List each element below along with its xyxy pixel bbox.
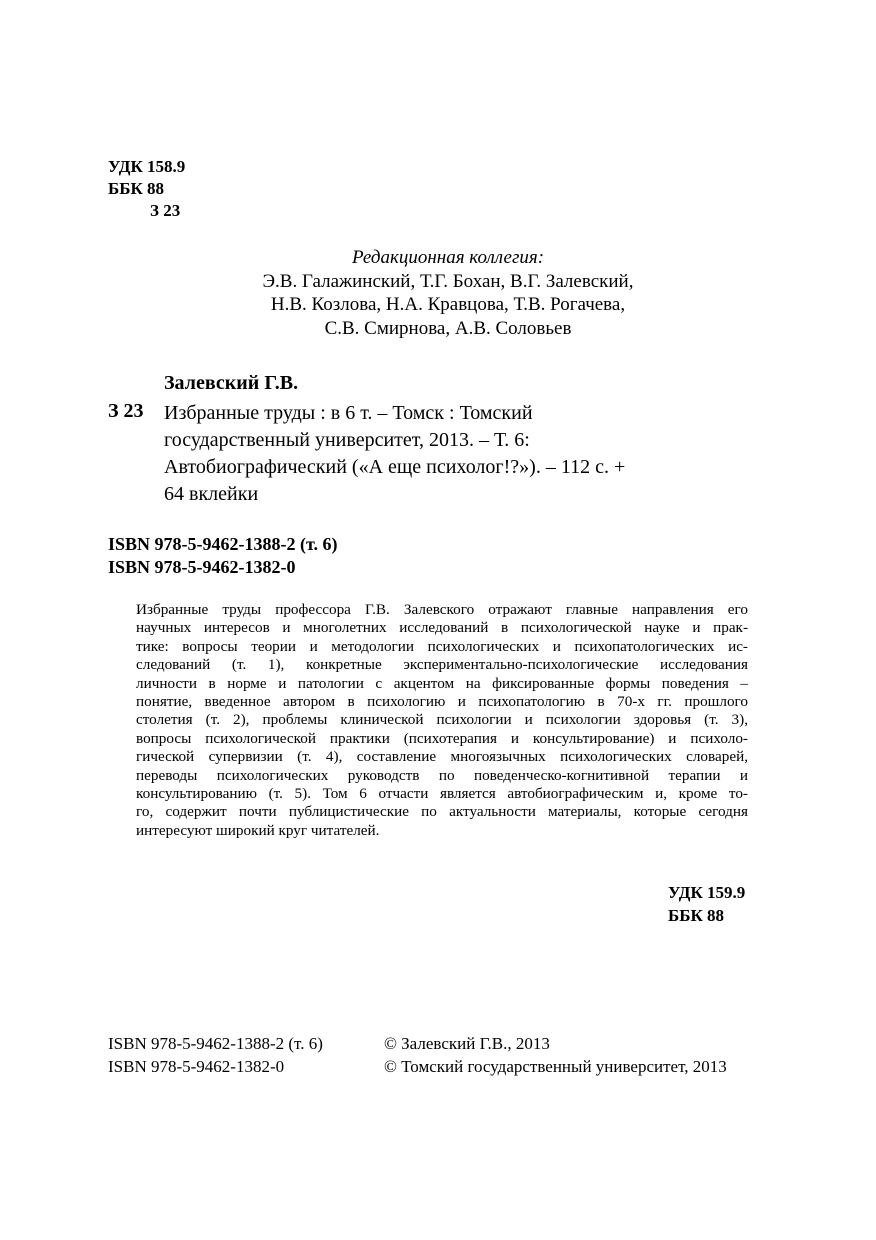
bbk-code-right: ББК 88 <box>668 906 725 925</box>
udk-code: УДК 158.9 <box>108 157 186 176</box>
classification-codes-right <box>668 881 745 927</box>
isbn-block <box>108 533 337 579</box>
editorial-board-line: Э.В. Галажинский, Т.Г. Бохан, В.Г. Залевский, <box>262 270 634 292</box>
bibliographic-line: Автобиографический («А еще психолог!?»). – 112 с. + <box>164 456 626 478</box>
annotation-line: личности в норме и патологии с акцентом на фиксированные формы поведения – <box>136 674 748 692</box>
annotation-line: столетия (т. 2), проблемы клинической психологии и психологии здоровья (т. 3), <box>136 711 748 729</box>
isbn-set: ISBN 978-5-9462-1382-0 <box>108 557 296 577</box>
annotation-line: научных интересов и многолетних исследований в психологической науке и прак- <box>136 619 748 637</box>
classification-codes <box>108 156 185 222</box>
bibliographic-line: Избранные труды : в 6 т. – Томск : Томский <box>164 402 533 424</box>
copyright-author: © Залевский Г.В., 2013 <box>384 1034 550 1053</box>
copyright-university: © Томский государственный университет, 2013 <box>384 1057 727 1076</box>
footer-isbn-set: ISBN 978-5-9462-1382-0 <box>108 1057 285 1076</box>
annotation-line: го, содержит почти публицистические по актуальности материалы, которые сегодня <box>136 803 748 821</box>
footer-isbn-volume: ISBN 978-5-9462-1388-2 (т. 6) <box>108 1034 323 1053</box>
annotation-line: гической супервизии (т. 4), составление многоязычных психологических словарей, <box>136 748 748 766</box>
udk-code-right: УДК 159.9 <box>668 883 746 902</box>
footer-isbn <box>108 1032 323 1078</box>
editorial-board-title: Редакционная коллегия: <box>351 247 545 268</box>
annotation-line: следований (т. 1), конкретные экспериментально-психологические исследования <box>136 656 748 674</box>
annotation-line: интересуют широкий круг читателей. <box>136 821 380 839</box>
annotation-line: вопросы психологической практики (психотерапия и консультирование) и психоло- <box>136 729 748 747</box>
bibliographic-author: Залевский Г.В. <box>164 372 299 394</box>
annotation-line: переводы психологических руководств по поведенческо-когнитивной терапии и <box>136 766 748 784</box>
annotation-line: консультированию (т. 5). Том 6 отчасти является автобиографическим и, кроме то- <box>136 785 748 803</box>
bibliographic-cipher: З 23 <box>108 400 144 422</box>
bibliographic-description <box>164 400 625 508</box>
annotation-line: Избранные труды профессора Г.В. Залевского отражают главные направления его <box>136 601 748 618</box>
annotation-line: понятие, введенное автором в психологию и психопатологию в 70-х гг. прошлого <box>136 693 748 711</box>
annotation-line: тике: вопросы теории и методологии психологических и психопатологических ис- <box>136 637 748 655</box>
annotation-paragraph <box>136 601 748 840</box>
footer-copyright <box>384 1032 727 1078</box>
author-cipher: З 23 <box>150 201 181 220</box>
editorial-board-line: Н.В. Козлова, Н.А. Кравцова, Т.В. Рогачева, <box>270 294 626 315</box>
isbn-volume: ISBN 978-5-9462-1388-2 (т. 6) <box>108 534 338 554</box>
editorial-board-line: С.В. Смирнова, А.В. Соловьев <box>324 317 572 339</box>
bibliographic-line: 64 вклейки <box>164 483 259 505</box>
editorial-board <box>0 246 876 340</box>
bibliographic-line: государственный университет, 2013. – Т. 6: <box>164 429 530 451</box>
bbk-code: ББК 88 <box>108 179 165 198</box>
